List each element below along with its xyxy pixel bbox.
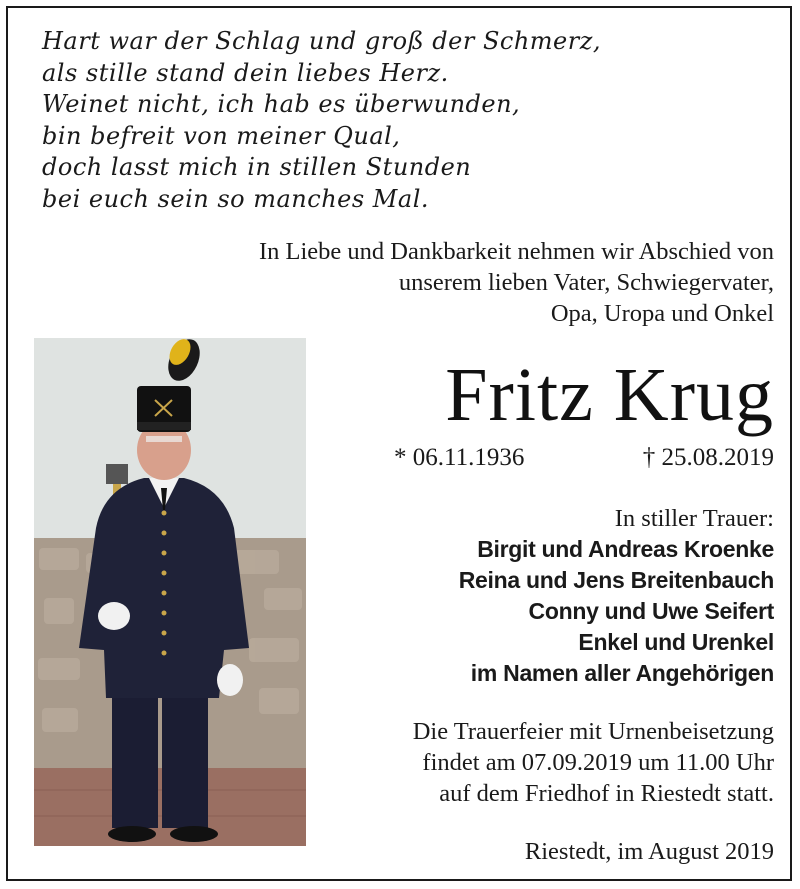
mourners-heading: In stiller Trauer: — [614, 505, 774, 532]
poem-line: bei euch sein so manches Mal. — [42, 184, 429, 213]
service-info — [413, 716, 774, 809]
mourner-name: Reina und Jens Breitenbauch — [458, 567, 774, 593]
farewell-intro — [259, 236, 774, 329]
mourner-name: Birgit und Andreas Kroenke — [477, 536, 774, 562]
portrait-illustration — [34, 338, 306, 846]
death-date: † 25.08.2019 — [642, 444, 774, 471]
poem-line: bin befreit von meiner Qual, — [42, 121, 401, 150]
poem — [42, 26, 601, 215]
poem-line: als stille stand dein liebes Herz. — [42, 58, 449, 87]
poem-line: Hart war der Schlag und groß der Schmerz, — [42, 27, 601, 55]
mourners-block — [459, 503, 774, 689]
mourner-name: im Namen aller Angehörigen — [470, 660, 774, 686]
service-line: Die Trauerfeier mit Urnenbeisetzung — [412, 718, 774, 745]
service-line: findet am 07.09.2019 um 11.00 Uhr — [422, 749, 774, 776]
poem-line: Weinet nicht, ich hab es überwunden, — [42, 90, 521, 118]
intro-line: unserem lieben Vater, Schwiegervater, — [398, 269, 774, 296]
mourner-name: Conny und Uwe Seifert — [528, 598, 774, 624]
birth-date: * 06.11.1936 — [394, 444, 525, 471]
mourner-name: Enkel und Urenkel — [578, 629, 774, 655]
intro-line: In Liebe und Dankbarkeit nehmen wir Abschied von — [258, 238, 774, 265]
portrait-photo — [34, 338, 306, 846]
poem-line: doch lasst mich in stillen Stunden — [42, 153, 472, 181]
intro-line: Opa, Uropa und Onkel — [550, 300, 774, 327]
place-date: Riestedt, im August 2019 — [524, 838, 774, 865]
service-line: auf dem Friedhof in Riestedt statt. — [439, 780, 774, 807]
deceased-name: Fritz Krug — [445, 353, 774, 437]
